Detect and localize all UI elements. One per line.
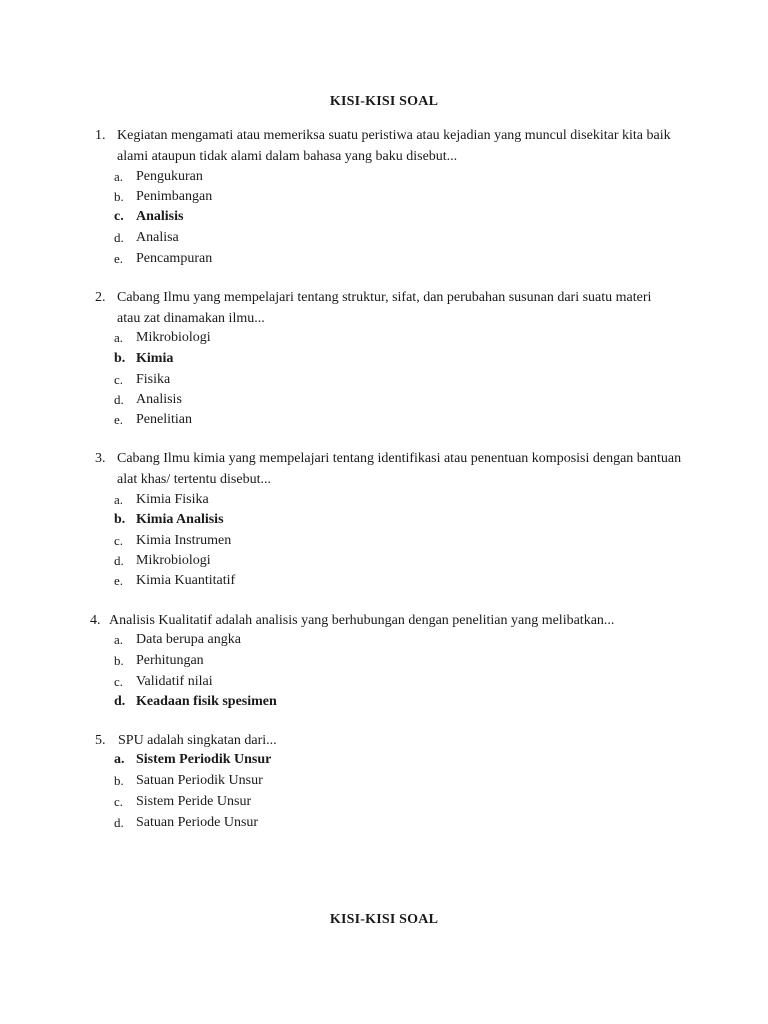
option-letter: e. xyxy=(114,412,124,427)
option-text: Analisis xyxy=(136,209,184,224)
question-header xyxy=(0,449,768,490)
option-text: Kimia Analisis xyxy=(136,512,224,527)
question-header xyxy=(0,611,768,632)
question-1 xyxy=(0,126,768,167)
option-letter: b. xyxy=(114,512,126,527)
option-text: Sistem Peride Unsur xyxy=(136,794,252,809)
option-letter: a. xyxy=(114,492,124,507)
option-letter: a. xyxy=(114,330,124,345)
option-letter: d. xyxy=(114,553,124,568)
option-text: Analisis xyxy=(136,392,182,407)
option-text: Satuan Periodik Unsur xyxy=(136,773,263,788)
option-text: Analisa xyxy=(136,230,179,245)
option-letter: e. xyxy=(114,251,124,266)
question-text: Cabang Ilmu yang mempelajari tentang struktur, sifat, dan perubahan susunan dari suatu materi atau zat dinamakan ilmu... xyxy=(117,290,652,326)
option-letter: b. xyxy=(114,189,124,204)
option-text: Data berupa angka xyxy=(136,632,241,647)
option-text: Satuan Periode Unsur xyxy=(136,815,259,830)
question-header xyxy=(0,731,768,752)
option-letter: a. xyxy=(114,752,125,767)
option-text: Keadaan fisik spesimen xyxy=(136,694,277,709)
option-text: Kimia Instrumen xyxy=(136,533,232,548)
option-text: Penelitian xyxy=(136,412,192,427)
option-text: Pengukuran xyxy=(136,169,203,184)
option-text: Kimia xyxy=(136,351,174,366)
option-text: Mikrobiologi xyxy=(136,330,211,345)
option-text: Perhitungan xyxy=(136,653,204,668)
page-title: KISI-KISI SOAL xyxy=(329,94,439,109)
question-number: 3. xyxy=(95,451,106,466)
option-letter: b. xyxy=(114,351,126,366)
question-header xyxy=(0,126,768,167)
question-text: SPU adalah singkatan dari... xyxy=(118,733,277,748)
option-text: Sistem Periodik Unsur xyxy=(136,752,272,767)
option-letter: c. xyxy=(114,794,124,809)
question-number: 4. xyxy=(90,613,101,628)
option-text: Validatif nilai xyxy=(136,674,213,689)
question-text: Analisis Kualitatif adalah analisis yang berhubungan dengan penelitian yang melibatkan... xyxy=(109,613,615,628)
option-text: Penimbangan xyxy=(136,189,213,204)
question-text: Kegiatan mengamati atau memeriksa suatu peristiwa atau kejadian yang muncul disekitar kita baik alami ataupun tidak alami dalam bahasa yang baku disebut... xyxy=(117,128,671,164)
option-letter: a. xyxy=(114,169,124,184)
option-text: Kimia Fisika xyxy=(136,492,209,507)
question-number: 5. xyxy=(95,733,106,748)
option-text: Fisika xyxy=(136,372,171,387)
page-title: KISI-KISI SOAL xyxy=(329,912,439,927)
option-letter: c. xyxy=(114,533,124,548)
question-3 xyxy=(0,449,768,490)
question-4 xyxy=(0,611,768,632)
option-letter: d. xyxy=(114,815,124,830)
option-letter: c. xyxy=(114,674,124,689)
option-letter: c. xyxy=(114,372,124,387)
option-text: Kimia Kuantitatif xyxy=(136,573,236,588)
option-text: Pencampuran xyxy=(136,251,213,266)
option-letter: b. xyxy=(114,773,124,788)
question-number: 2. xyxy=(95,290,106,305)
option-letter: a. xyxy=(114,632,124,647)
option-letter: d. xyxy=(114,392,124,407)
option-text: Mikrobiologi xyxy=(136,553,211,568)
option-letter: d. xyxy=(114,230,124,245)
question-number: 1. xyxy=(95,128,106,143)
option-letter: c. xyxy=(114,209,124,224)
question-2 xyxy=(0,288,768,329)
option-letter: b. xyxy=(114,653,124,668)
question-text: Cabang Ilmu kimia yang mempelajari tentang identifikasi atau penentuan komposisi dengan bantuan alat khas/ tertentu disebut... xyxy=(117,451,682,487)
question-header xyxy=(0,288,768,329)
question-5 xyxy=(0,731,768,752)
option-letter: d. xyxy=(114,694,126,709)
option-letter: e. xyxy=(114,573,124,588)
